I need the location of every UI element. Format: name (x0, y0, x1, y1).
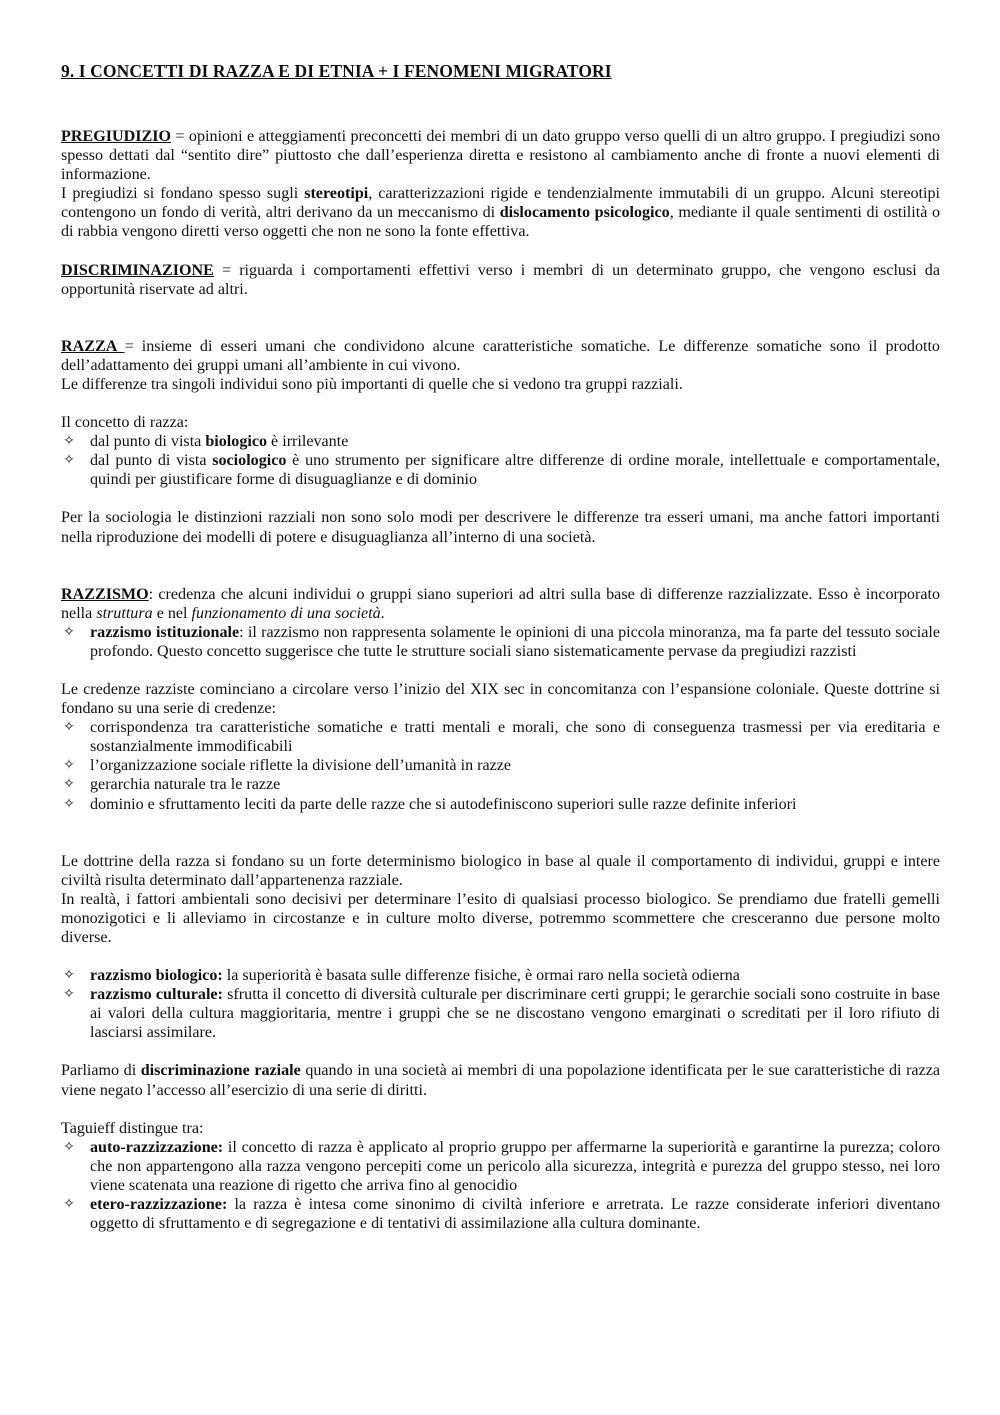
taguieff-list (61, 1138, 940, 1233)
pregiudizio-definition: PREGIUDIZIO = opinioni e atteggiamenti preconcetti dei membri di un dato gruppo verso quelli di un altro gruppo. I pregiudizi sono spesso dettati dal “sentito dire” piuttosto che dall’esperienza diretta e resistono al cambiamento anche di fronte a nuovi elementi di informazione. (61, 128, 940, 184)
list-item: ✧ corrispondenza tra caratteristiche somatiche e tratti mentali e morali, che sono di conseguenza trasmessi per via ereditaria e sostanzialmente immodificabili (61, 718, 940, 756)
list-item: ✧ gerarchia naturale tra le razze (61, 775, 940, 794)
term-pregiudizio: PREGIUDIZIO (61, 128, 171, 145)
razza-definition: RAZZA = insieme di esseri umani che condividono alcune caratteristiche somatiche. Le differenze somatiche sono il prodotto dell’adattamento dei gruppi umani all’ambiente in cui vivono. (61, 337, 940, 374)
razza-concept-list (61, 432, 940, 489)
four-pointed-star-outline-icon: ✧ (63, 795, 75, 812)
four-pointed-star-outline-icon: ✧ (63, 757, 75, 774)
term-discriminazione: DISCRIMINAZIONE (61, 261, 214, 279)
discriminazione-definition: DISCRIMINAZIONE = riguarda i comportamenti effettivi verso i membri di un determinato gruppo, che vengono esclusi da opportunità riservate ad altri. (61, 261, 940, 298)
credenze-list (61, 718, 940, 813)
list-item: ✧ razzismo istituzionale: il razzismo non rappresenta solamente le opinioni di una piccola minoranza, ma fa parte del tessuto sociale profondo. Questo concetto suggerisce che tutte le strutture sociali siano sistematicamente pervase da pregiudizi razzisti (61, 623, 940, 661)
term-razzismo: RAZZISMO (61, 585, 149, 603)
four-pointed-star-outline-icon: ✧ (63, 1196, 75, 1213)
four-pointed-star-outline-icon: ✧ (63, 452, 75, 469)
keyword-stereotipi: stereotipi (304, 185, 369, 203)
dottrine-paragraph-1: Le dottrine della razza si fondano su un forte determinismo biologico in base al quale il comportamento di individui, gruppi e intere civiltà risulta determinato dall’appartenenza razziale. (61, 852, 940, 889)
razzismo-istituzionale-list (61, 623, 940, 661)
four-pointed-star-outline-icon: ✧ (63, 776, 75, 793)
taguieff-intro: Taguieff distingue tra: (61, 1119, 204, 1137)
four-pointed-star-outline-icon: ✧ (63, 967, 75, 984)
list-item: ✧ razzismo biologico: la superiorità è basata sulle differenze fisiche, è ormai raro nella società odierna (61, 966, 940, 985)
credenze-intro: Le credenze razziste cominciano a circolare verso l’inizio del XIX sec in concomitanza con l’espansione coloniale. Queste dottrine si fondano su una serie di credenze: (61, 680, 940, 718)
list-item: ✧ auto-razzizzazione: il concetto di razza è applicato al proprio gruppo per affermarne la superiorità e garantirne la purezza; coloro che non appartengono alla razza vengono percepiti come un pericolo alla sicurezza, integrità e purezza del gruppo stesso, nei loro viene scatenata una reazione di rigetto che arriva fino al genocidio (61, 1138, 940, 1195)
list-item: ✧ etero-razzizzazione: la razza è intesa come sinonimo di civiltà inferiore e arretrata. Le razze considerate inferiori diventano oggetto di sfruttamento e di segregazione e di tentativi di assimilazione alla cultura dominante. (61, 1195, 940, 1233)
list-item: ✧ dal punto di vista sociologico è uno strumento per significare altre differenze di ordine morale, intellettuale e comportamentale, quindi per giustificare forme di disuguaglianze e di dominio (61, 451, 940, 489)
term-razza: RAZZA (61, 337, 125, 355)
four-pointed-star-outline-icon: ✧ (63, 719, 75, 736)
page-title: 9. I CONCETTI DI RAZZA E DI ETNIA + I FENOMENI MIGRATORI (61, 61, 612, 81)
list-item: ✧ dominio e sfruttamento leciti da parte delle razze che si autodefiniscono superiori sulle razze definite inferiori (61, 795, 940, 814)
razzismo-definition: RAZZISMO: credenza che alcuni individui o gruppi siano superiori ad altri sulla base di differenze razzializzate. Esso è incorporato nella struttura e nel funzionamento di una società. (61, 585, 940, 622)
razza-sociologia-paragraph: Per la sociologia le distinzioni razziali non sono solo modi per descrivere le differenze tra esseri umani, ma anche fattori importanti nella riproduzione dei modelli di potere e disuguaglianza all’interno di una società. (61, 509, 940, 546)
keyword-dislocamento-psicologico: dislocamento psicologico (499, 204, 670, 222)
pregiudizio-stereotipi-paragraph: I pregiudizi si fondano spesso sugli stereotipi, caratterizzazioni rigide e tendenzialmente immutabili di un gruppo. Alcuni stereotipi contengono un fondo di verità, altri derivano da un meccanismo di dislocamento psicologico, mediante il quale sentimenti di ostilità o di rabbia vengono diretti verso oggetti che non ne sono la fonte effettiva. (61, 185, 941, 241)
four-pointed-star-outline-icon: ✧ (63, 986, 75, 1003)
razza-intro: Il concetto di razza: (61, 414, 189, 432)
razzismo-types-list (61, 966, 940, 1042)
discriminazione-raziale-paragraph: Parliamo di discriminazione raziale quando in una società ai membri di una popolazione identificata per le sue caratteristiche di razza viene negato l’accesso all’esercizio di una serie di diritti. (61, 1062, 940, 1099)
list-item: ✧ l’organizzazione sociale riflette la divisione dell’umanità in razze (61, 756, 940, 775)
four-pointed-star-outline-icon: ✧ (63, 623, 75, 640)
four-pointed-star-outline-icon: ✧ (63, 433, 75, 450)
four-pointed-star-outline-icon: ✧ (63, 1138, 75, 1155)
razza-paragraph-2: Le differenze tra singoli individui sono più importanti di quelle che si vedono tra gruppi razziali. (61, 375, 683, 393)
list-item: ✧ dal punto di vista biologico è irrilevante (61, 432, 940, 451)
document-page (61, 60, 940, 1233)
list-item: ✧ razzismo culturale: sfrutta il concetto di diversità culturale per discriminare certi gruppi; le gerarchie sociali sono costruite in base ai valori della cultura maggioritaria, mentre i gruppi che se ne discostano vengono emarginati o screditati per il loro rifiuto di lasciarsi assimilare. (61, 985, 940, 1042)
dottrine-paragraph-2: In realtà, i fattori ambientali sono decisivi per determinare l’esito di qualsiasi processo biologico. Se prendiamo due fratelli gemelli monozigotici e li alleviamo in circostanze e in culture molto diverse, potremmo scommettere che cresceranno due persone molto diverse. (61, 890, 940, 946)
